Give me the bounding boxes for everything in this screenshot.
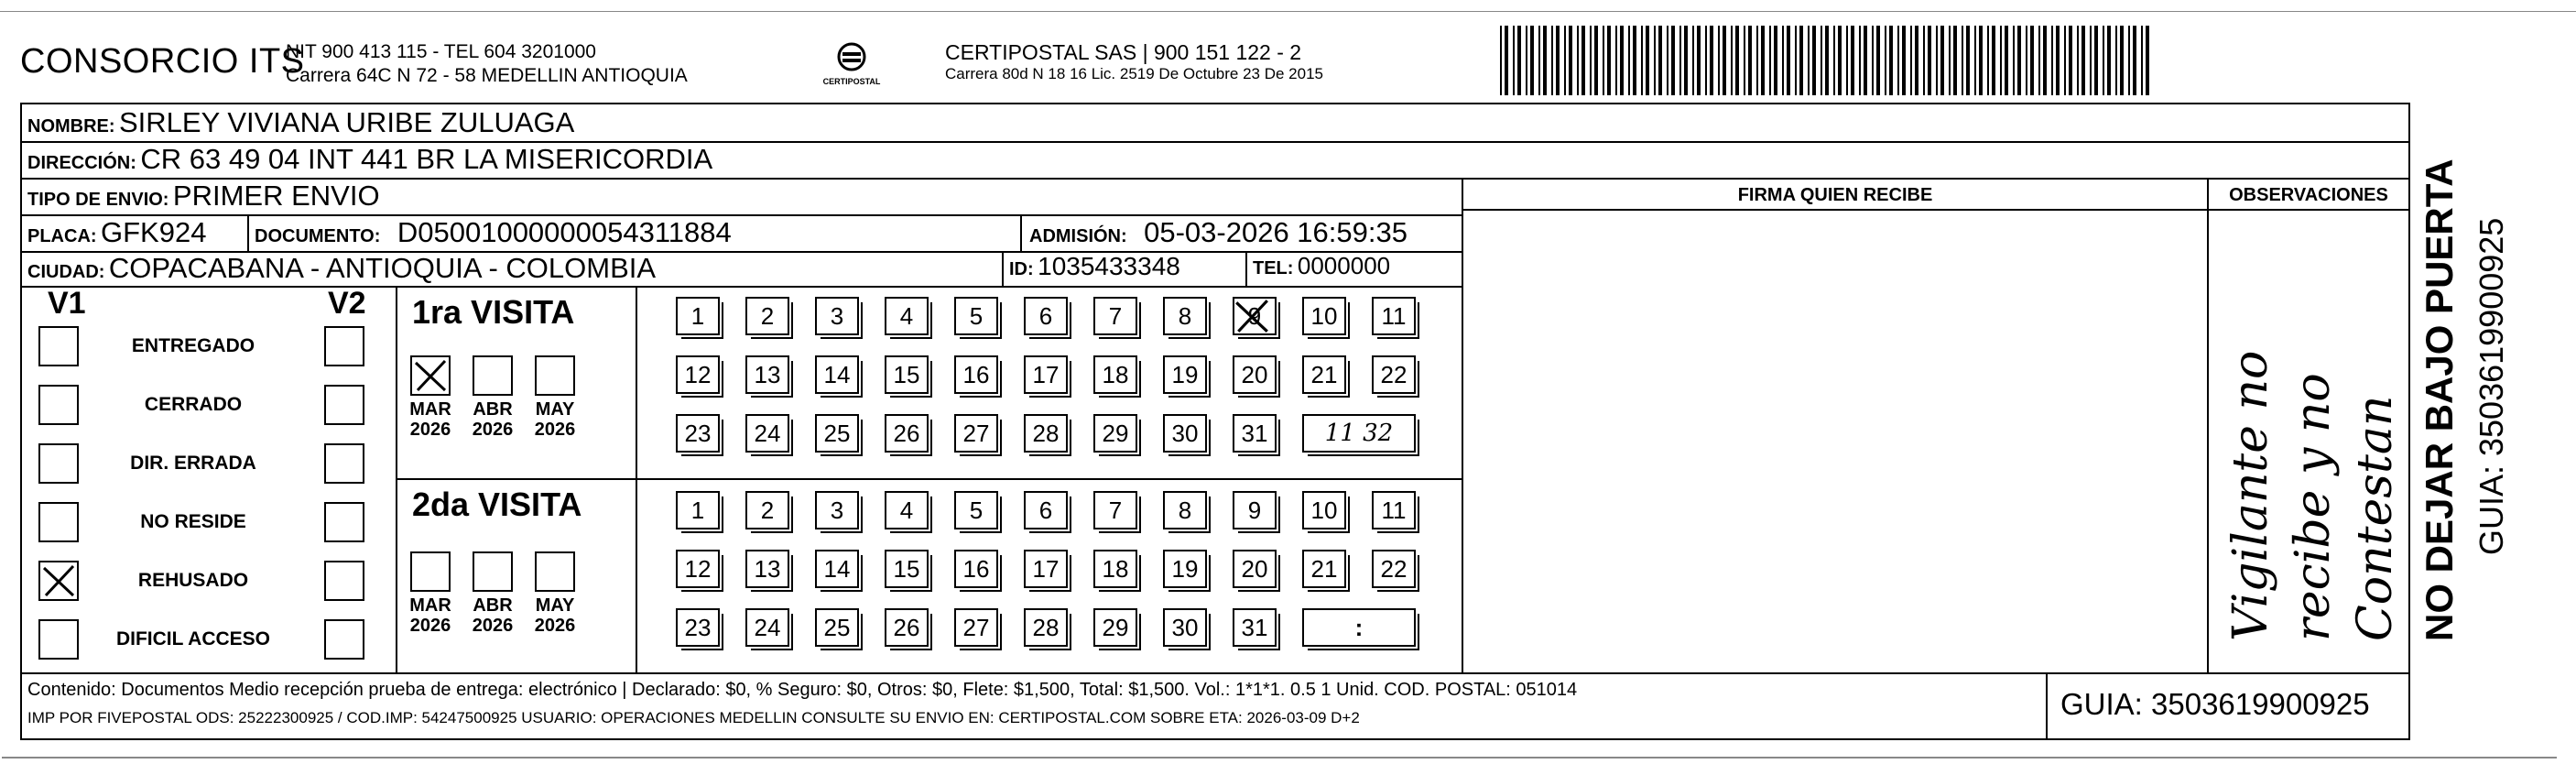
check-mark-icon: [40, 562, 77, 599]
day-cell[interactable]: 25: [815, 414, 859, 453]
side-guia: GUIA: 3503619900925: [2473, 217, 2510, 555]
v1-checkbox[interactable]: [38, 619, 79, 660]
top-rule: [0, 11, 2576, 12]
nombre-label: NOMBRE:: [27, 116, 115, 136]
documento-value: D05001000000054311884: [397, 216, 732, 248]
month-name: MAY: [535, 399, 575, 420]
status-label: NO RESIDE: [140, 511, 246, 532]
tipo-envio-value: PRIMER ENVIO: [172, 180, 380, 212]
check-mark-icon: [1233, 297, 1271, 335]
day-cell[interactable]: 2: [745, 297, 789, 335]
nombre-field: [27, 106, 574, 139]
visit2-title: 2da VISITA: [412, 486, 582, 523]
tel-field: [1253, 252, 1390, 280]
month-name: MAR: [409, 595, 451, 616]
observation-line1: Vigilante no: [2223, 350, 2278, 641]
v1-checkbox[interactable]: [38, 502, 79, 542]
month-label: [405, 595, 456, 636]
day-cell[interactable]: 19: [1163, 355, 1207, 394]
day-cell[interactable]: 14: [815, 355, 859, 394]
day-cell[interactable]: 12: [676, 550, 720, 588]
tipo-envio-field: [27, 180, 380, 213]
v2-checkbox[interactable]: [324, 619, 364, 660]
placa-value: GFK924: [101, 216, 207, 248]
month-label: [529, 595, 581, 636]
month-checkbox[interactable]: [410, 551, 451, 592]
month-label: [405, 399, 456, 440]
month-name: ABR: [473, 399, 513, 420]
day-cell[interactable]: 2: [745, 491, 789, 529]
day-cell[interactable]: 8: [1163, 297, 1207, 335]
observation-line2: recibe y no: [2286, 373, 2341, 641]
month-year: 2026: [472, 616, 514, 636]
barcode: [1500, 26, 2150, 95]
day-cell[interactable]: 18: [1093, 550, 1137, 588]
day-cell[interactable]: 30: [1163, 608, 1207, 647]
day-cell[interactable]: 5: [954, 297, 998, 335]
day-cell[interactable]: 26: [885, 608, 929, 647]
day-cell[interactable]: 4: [885, 491, 929, 529]
company-address: Carrera 64C N 72 - 58 MEDELLIN ANTIOQUIA: [286, 65, 688, 86]
day-cell[interactable]: 13: [745, 550, 789, 588]
day-cell[interactable]: 3: [815, 297, 859, 335]
time-field[interactable]: :: [1302, 608, 1416, 647]
status-label: DIFICIL ACCESO: [115, 628, 270, 649]
day-check-mark: [1233, 297, 1277, 335]
day-cell[interactable]: 22: [1372, 355, 1416, 394]
v2-checkbox[interactable]: [324, 326, 364, 366]
delivery-form: [20, 103, 2410, 740]
day-cell[interactable]: 9: [1233, 491, 1277, 529]
month-checkbox[interactable]: [410, 355, 451, 396]
carrier-license: Carrera 80d N 18 16 Lic. 2519 De Octubre 23 De 2015: [945, 65, 1323, 82]
firma-header: FIRMA QUIEN RECIBE: [1737, 185, 1933, 205]
day-cell[interactable]: 9: [1233, 297, 1277, 335]
day-cell[interactable]: 15: [885, 550, 929, 588]
month-year: 2026: [472, 420, 514, 440]
month-checkbox[interactable]: [473, 551, 513, 592]
day-cell[interactable]: 12: [676, 355, 720, 394]
documento-label: DOCUMENTO:: [255, 226, 381, 246]
day-cell[interactable]: 16: [954, 355, 998, 394]
v2-header: V2: [328, 286, 366, 321]
day-cell[interactable]: 19: [1163, 550, 1207, 588]
day-cell[interactable]: 1: [676, 297, 720, 335]
logo-text: CERTIPOSTAL: [822, 77, 881, 86]
day-cell[interactable]: 18: [1093, 355, 1137, 394]
day-cell[interactable]: 23: [676, 608, 720, 647]
month-checkbox[interactable]: [535, 355, 575, 396]
documento-field: [255, 216, 732, 249]
day-cell[interactable]: 26: [885, 414, 929, 453]
day-cell[interactable]: 21: [1302, 355, 1346, 394]
day-cell[interactable]: 13: [745, 355, 789, 394]
day-cell[interactable]: 11: [1372, 491, 1416, 529]
day-cell[interactable]: 4: [885, 297, 929, 335]
id-field: [1009, 252, 1180, 281]
placa-label: PLACA:: [27, 226, 97, 246]
day-cell[interactable]: 28: [1024, 414, 1068, 453]
month-year: 2026: [534, 616, 576, 636]
day-cell[interactable]: 24: [745, 414, 789, 453]
status-label: CERRADO: [144, 394, 243, 415]
day-cell[interactable]: 22: [1372, 550, 1416, 588]
day-cell[interactable]: 27: [954, 414, 998, 453]
observation-line3: Contestan: [2348, 395, 2403, 641]
admision-field: [1029, 216, 1408, 249]
ciudad-label: CIUDAD:: [27, 262, 105, 282]
day-cell[interactable]: 24: [745, 608, 789, 647]
direccion-label: DIRECCIÓN:: [27, 153, 136, 173]
day-cell[interactable]: 7: [1093, 491, 1137, 529]
day-cell[interactable]: 31: [1233, 608, 1277, 647]
direccion-value: CR 63 49 04 INT 441 BR LA MISERICORDIA: [140, 143, 713, 175]
month-year: 2026: [409, 616, 451, 636]
placa-field: [27, 216, 206, 249]
v1-header: V1: [48, 286, 86, 321]
tipo-envio-label: TIPO DE ENVIO:: [27, 190, 169, 210]
day-cell[interactable]: 21: [1302, 550, 1346, 588]
v1-checkbox[interactable]: [38, 443, 79, 484]
no-dejar-warning: NO DEJAR BAJO PUERTA: [2418, 158, 2461, 641]
admision-value: 05-03-2026 16:59:35: [1144, 216, 1408, 248]
guia-number: GUIA: 3503619900925: [2060, 687, 2370, 721]
day-cell[interactable]: 3: [815, 491, 859, 529]
month-year: 2026: [534, 420, 576, 440]
day-cell[interactable]: 1: [676, 491, 720, 529]
tel-label: TEL:: [1253, 258, 1294, 278]
v1-checkbox[interactable]: [38, 561, 79, 601]
day-cell[interactable]: 5: [954, 491, 998, 529]
bottom-rule: [2, 757, 2557, 759]
carrier-name: CERTIPOSTAL SAS | 900 151 122 - 2: [945, 40, 1302, 64]
day-cell[interactable]: 7: [1093, 297, 1137, 335]
company-info: [286, 40, 688, 88]
day-cell[interactable]: 14: [815, 550, 859, 588]
v2-checkbox[interactable]: [324, 385, 364, 425]
day-cell[interactable]: 28: [1024, 608, 1068, 647]
day-cell[interactable]: 20: [1233, 355, 1277, 394]
status-label: ENTREGADO: [131, 335, 255, 356]
direccion-field: [27, 143, 712, 176]
signature-area[interactable]: [1463, 211, 2205, 671]
day-cell[interactable]: 10: [1302, 297, 1346, 335]
day-cell[interactable]: 8: [1163, 491, 1207, 529]
time-field[interactable]: 11 32: [1302, 414, 1416, 453]
day-cell[interactable]: 29: [1093, 608, 1137, 647]
observaciones-area: [2209, 211, 2407, 671]
month-checkbox[interactable]: [473, 355, 513, 396]
ciudad-value: COPACABANA - ANTIOQUIA - COLOMBIA: [108, 252, 657, 284]
day-cell[interactable]: 6: [1024, 297, 1068, 335]
day-cell[interactable]: 25: [815, 608, 859, 647]
month-checkbox[interactable]: [535, 551, 575, 592]
visit1-title: 1ra VISITA: [412, 293, 575, 331]
day-cell[interactable]: 27: [954, 608, 998, 647]
id-value: 1035433348: [1038, 252, 1180, 280]
day-cell[interactable]: 11: [1372, 297, 1416, 335]
day-cell[interactable]: 6: [1024, 491, 1068, 529]
day-cell[interactable]: 20: [1233, 550, 1277, 588]
company-nit: NIT 900 413 115 - TEL 604 3201000: [286, 41, 596, 62]
day-cell[interactable]: 10: [1302, 491, 1346, 529]
ciudad-field: [27, 252, 656, 285]
v1-checkbox[interactable]: [38, 385, 79, 425]
day-cell[interactable]: 30: [1163, 414, 1207, 453]
day-cell[interactable]: 23: [676, 414, 720, 453]
status-label: REHUSADO: [137, 570, 249, 591]
v2-checkbox[interactable]: [324, 561, 364, 601]
day-cell[interactable]: 29: [1093, 414, 1137, 453]
observaciones-header: OBSERVACIONES: [2229, 185, 2388, 205]
day-cell[interactable]: 17: [1024, 550, 1068, 588]
month-name: MAR: [409, 399, 451, 420]
id-label: ID:: [1009, 259, 1034, 279]
day-cell[interactable]: 31: [1233, 414, 1277, 453]
month-label: [467, 399, 518, 440]
day-cell[interactable]: 17: [1024, 355, 1068, 394]
v2-checkbox[interactable]: [324, 443, 364, 484]
day-cell[interactable]: 15: [885, 355, 929, 394]
tel-value: 0000000: [1297, 252, 1391, 279]
month-label: [529, 399, 581, 440]
admision-label: ADMISIÓN:: [1029, 226, 1127, 246]
content-summary: Contenido: Documentos Medio recepción prueba de entrega: electrónico | Declarado: $0, % Seguro: $0, Otros: $0, Flete: $1,500, Total: $1,500. Vol.: 1*1*1. 0.5 1 Unid. COD. POSTAL: 051014: [27, 680, 1578, 700]
v2-checkbox[interactable]: [324, 502, 364, 542]
nombre-value: SIRLEY VIVIANA URIBE ZULUAGA: [119, 106, 575, 138]
month-name: MAY: [535, 595, 575, 616]
company-name: CONSORCIO ITS: [20, 42, 305, 81]
v1-checkbox[interactable]: [38, 326, 79, 366]
carrier-info: [945, 40, 1323, 83]
check-mark-icon: [412, 357, 449, 394]
month-name: ABR: [473, 595, 513, 616]
day-cell[interactable]: 16: [954, 550, 998, 588]
print-info: IMP POR FIVEPOSTAL ODS: 25222300925 / COD.IMP: 54247500925 USUARIO: OPERACIONES MEDELLIN CONSULTE SU ENVIO EN: CERTIPOSTAL.COM SOBRE ETA: 2026-03-09 D+2: [27, 709, 1360, 726]
month-year: 2026: [409, 420, 451, 440]
month-label: [467, 595, 518, 636]
certipostal-logo: [819, 37, 885, 97]
status-label: DIR. ERRADA: [130, 453, 256, 474]
